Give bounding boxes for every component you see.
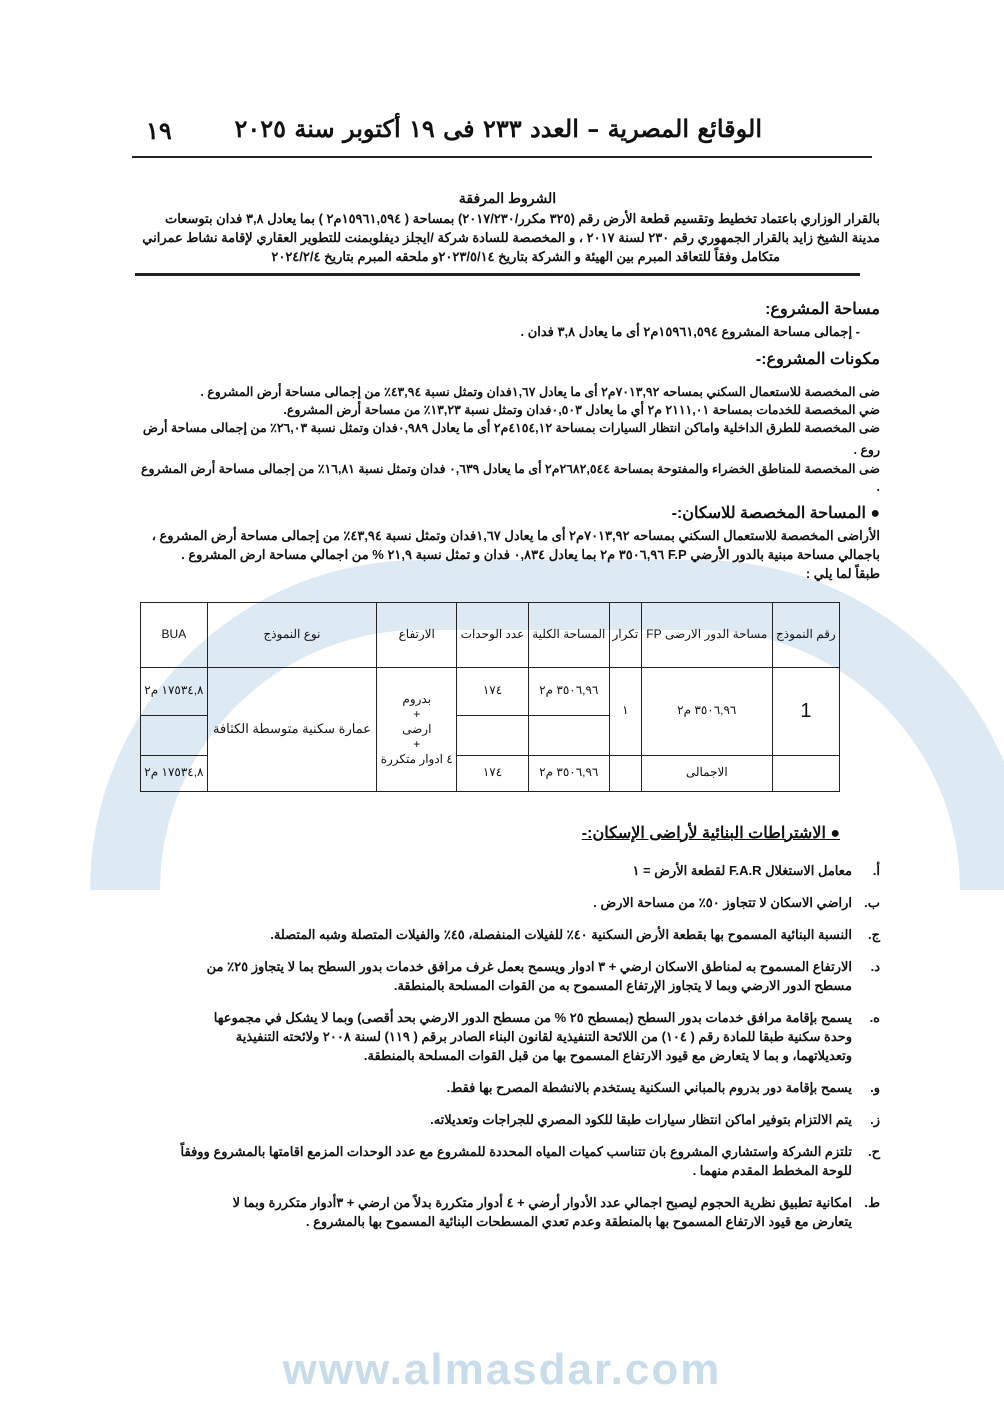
condition-letter: ب.	[864, 894, 880, 910]
condition-letter: ز.	[870, 1111, 880, 1127]
condition-item	[135, 1142, 880, 1180]
condition-letter: و.	[870, 1079, 880, 1095]
building-models-table	[140, 602, 840, 792]
condition-line: وحدة سكنية طبقا للمادة رقم ( ١٠٤) من اللائحة التنفيذية لقانون البناء الصادر برقم ( ١١٩) لسنة ٢٠٠٨ ولائحته التنفيذية	[235, 1028, 852, 1044]
watermark-url: www.almasdar.com	[282, 1345, 722, 1394]
cell-height	[377, 667, 457, 791]
condition-item	[135, 1078, 880, 1097]
empty-cell	[141, 715, 208, 755]
height-part: +	[413, 706, 421, 721]
condition-line: اراضي الاسكان لا تتجاوز ٥٠٪ من مساحة الارض .	[593, 894, 852, 910]
col-model-number: رقم النموذج	[772, 602, 839, 667]
col-ground-floor-area: مساحة الدور الارضى FP	[641, 602, 772, 667]
condition-letter: ح.	[867, 1143, 880, 1159]
col-height: الارتفاع	[377, 602, 457, 667]
conditions-heading: ● الاشتراطات البنائية لأراضى الإسكان:-	[581, 824, 840, 842]
condition-text	[135, 1142, 852, 1180]
conditions-heading-text: الاشتراطات البنائية لأراضى الإسكان:-	[581, 824, 826, 842]
condition-item	[135, 861, 880, 880]
cell-model: 1	[772, 667, 839, 755]
col-model-type: نوع النموذج	[207, 602, 376, 667]
condition-text	[135, 925, 852, 944]
component-line: ضى المخصصة للطرق الداخلية واماكن انتظار السيارات بمساحة ٤١٥٤,١٢م٢ أى ما يعادل ٠,٩٨٩فدان وتمثل نسبة ٢٦,٠٣٪ من إجمالى مساحة أرض	[142, 421, 880, 436]
col-total-area: المساحة الكلية	[528, 602, 609, 667]
housing-line: باجمالي مساحة مبنية بالدور الأرضي F.P ٣٥٠٦,٩٦ م٢ بما يعادل ٠,٨٣٤ فدان و تمثل نسبة ٢١,٩ % من اجمالي مساحة ارض المشروع .	[181, 546, 880, 562]
condition-line: امكانية تطبيق نظرية الحجوم ليصبح اجمالي عدد الأدوار أرضي + ٤ أدوار متكررة بدلاً من ارضي + ٣أدوار متكررة وبما لا	[232, 1194, 852, 1210]
condition-text	[135, 1110, 852, 1129]
condition-item	[135, 925, 880, 944]
condition-letter: ه.	[869, 1009, 880, 1025]
height-part: +	[413, 736, 421, 751]
empty-cell	[609, 755, 641, 791]
height-part: بدروم	[402, 691, 432, 706]
total-area: ٣٥٠٦,٩٦ م٢	[528, 755, 609, 791]
condition-line: مسطح الدور الارضي وبما لا يتجاوز الإرتفاع المسموح به من القوات المسلحة بالمنطقة.	[393, 977, 852, 993]
cell-units: ١٧٤	[457, 667, 528, 715]
component-line: ضي المخصصة للخدمات بمساحة ٢١١١,٠١ م٢ أي ما يعادل ٠,٥٠٣فدان وتمثل نسبة ١٣,٢٣٪ من مساحة أرض المشروع.	[283, 403, 880, 418]
cell-fp: ٣٥٠٦,٩٦ م٢	[641, 667, 772, 755]
area-heading: مساحة المشروع:	[765, 300, 880, 318]
separator-line	[135, 273, 860, 276]
condition-text	[135, 861, 852, 880]
component-line: روع .	[853, 443, 880, 458]
area-line: - إجمالى مساحة المشروع ١٥٩٦١,٥٩٤م٢ أى ما يعادل ٣,٨ فدان .	[520, 324, 860, 340]
housing-heading-text: المساحة المخصصة للاسكان:-	[671, 504, 866, 522]
col-bua: BUA	[141, 602, 208, 667]
condition-item	[135, 1193, 880, 1231]
height-part: ٤ ادوار متكررة	[380, 751, 453, 766]
condition-item	[135, 893, 880, 912]
cell-total: ٣٥٠٦,٩٦ م٢	[528, 667, 609, 715]
condition-text	[135, 957, 852, 995]
intro-line: بالقرار الوزاري باعتماد تخطيط وتقسيم قطعة الأرض رقم (٣٢٥ مكرر/٢٠١٧/٢٣٠) بمساحة ( ١٥٩٦١,٥٩٤م٢ ) بما يعادل ٣,٨ فدان بتوسعات	[164, 211, 880, 227]
gazette-title: الوقائع المصرية – العدد ٢٣٣ فى ١٩ أكتوبر سنة ٢٠٢٥	[234, 114, 762, 143]
components-list	[135, 383, 880, 496]
intro-line: مدينة الشيخ زايد بالقرار الجمهوري رقم ٢٣٠ لسنة ٢٠١٧ ، و المخصصة للسادة شركة /ايجلز ديفلوبمنت للتطوير العقاري لإقامة نشاط عمراني	[142, 230, 880, 246]
condition-line: النسبة البنائية المسموح بها بقطعة الأرض السكنية ٤٠٪ للفيلات المنفصلة، ٤٥٪ والفيلات المتصلة وشبه المتصلة.	[270, 926, 852, 942]
height-part: ارضى	[402, 721, 432, 736]
condition-letter: ج.	[867, 926, 880, 942]
condition-line: يسمح بإقامة مرافق خدمات بدور السطح (بمسطح ٢٥ % من مسطح الدور الارضي بحد أقصى) وبما لا يشكل في مجموعها	[213, 1009, 852, 1025]
condition-text	[135, 1193, 852, 1231]
housing-heading: ● المساحة المخصصة للاسكان:-	[671, 504, 880, 522]
condition-letter: د.	[870, 958, 880, 974]
cell-repeat: ١	[609, 667, 641, 755]
empty-cell	[457, 715, 528, 755]
condition-line: يتم الالتزام بتوفير اماكن انتظار سيارات طبقا للكود المصري للجراجات وتعديلاته.	[430, 1111, 852, 1127]
condition-text	[135, 893, 852, 912]
condition-line: للوحة المخطط المقدم منهما .	[692, 1162, 852, 1178]
empty-cell	[528, 715, 609, 755]
condition-letter: أ.	[872, 862, 880, 878]
housing-paragraph	[135, 527, 880, 584]
condition-letter: ط.	[864, 1194, 880, 1210]
condition-line: تلتزم الشركة واستشاري المشروع بان تتناسب كميات المياه المحددة للمشروع مع عدد الوحدات المزمع اقامتها بالمشروع ووفقاً	[180, 1143, 852, 1159]
intro-paragraph	[135, 210, 880, 267]
condition-line: الارتفاع المسموح به لمناطق الاسكان ارضي + ٣ ادوار ويسمح بعمل غرف مرافق خدمات بدور السطح بما لا يتجاوز ٢٥٪ من	[206, 958, 852, 974]
total-units: ١٧٤	[457, 755, 528, 791]
gazette-header	[132, 112, 872, 158]
intro-line: متكامل وفقاً للتعاقد المبرم بين الهيئة و الشركة بتاريخ ٢٠٢٣/٥/١٤و ملحقه المبرم بتاريخ ٢٠٢٤/٢/٤	[271, 248, 780, 264]
components-heading: مكونات المشروع:-	[755, 350, 880, 368]
total-label: الاجمالى	[641, 755, 772, 791]
attached-conditions-document	[135, 188, 880, 1244]
doc-title: الشروط المرفقة	[458, 190, 557, 206]
condition-line: يتعارض مع قيود الارتفاع المسموح بها بالمنطقة وعدم تعدي المسطحات البنائية المسموح بها بالمشروع .	[305, 1213, 852, 1229]
condition-line: يسمح بإقامة دور بدروم بالمباني السكنية يستخدم بالانشطة المصرح بها فقط.	[446, 1079, 852, 1095]
total-bua: ١٧٥٣٤,٨ م٢	[141, 755, 208, 791]
table-header-row	[141, 602, 840, 667]
col-units: عدد الوحدات	[457, 602, 528, 667]
page-number: ١٩	[146, 116, 172, 145]
cell-type: عمارة سكنية متوسطة الكثافة	[207, 667, 376, 791]
condition-item	[135, 957, 880, 995]
housing-line: الأراضى المخصصة للاستعمال السكني بمساحه ٧٠١٣,٩٢م٢ أى ما يعادل ١,٦٧فدان وتمثل نسبة ٤٣,٩٤٪ من إجمالى مساحة أرض المشروع ،	[151, 527, 880, 543]
col-repeat: تكرار	[609, 602, 641, 667]
empty-cell	[772, 755, 839, 791]
condition-text	[135, 1078, 852, 1097]
condition-text	[135, 1008, 852, 1065]
condition-item	[135, 1110, 880, 1129]
condition-line: معامل الاستغلال F.A.R لقطعة الأرض = ١	[632, 862, 852, 878]
condition-item	[135, 1008, 880, 1065]
condition-line: وتعديلاتهما، و بما لا يتعارض مع قيود الارتفاع المسموح بها من قبل القوات المسلحة بالمنطقة.	[363, 1047, 852, 1063]
cell-bua: ١٧٥٣٤,٨ م٢	[141, 667, 208, 715]
component-line: ضى المخصصة للاستعمال السكني بمساحه ٧٠١٣,٩٢م٢ أى ما يعادل ١,٦٧فدان وتمثل نسبة ٤٣,٩٤٪ من إجمالى مساحة أرض المشروع .	[200, 385, 880, 400]
conditions-list	[135, 861, 880, 1231]
housing-line: طبقاً لما يلي :	[805, 565, 880, 581]
component-line: ضى المخصصة للمناطق الخضراء والمفتوحة بمساحة ٢٦٨٢,٥٤٤م٢ أى ما يعادل ٠,٦٣٩ فدان وتمثل نسبة ١٦,٨١٪ من إجمالى مساحة أرض المشروع .	[141, 461, 880, 494]
table-row	[141, 667, 840, 715]
